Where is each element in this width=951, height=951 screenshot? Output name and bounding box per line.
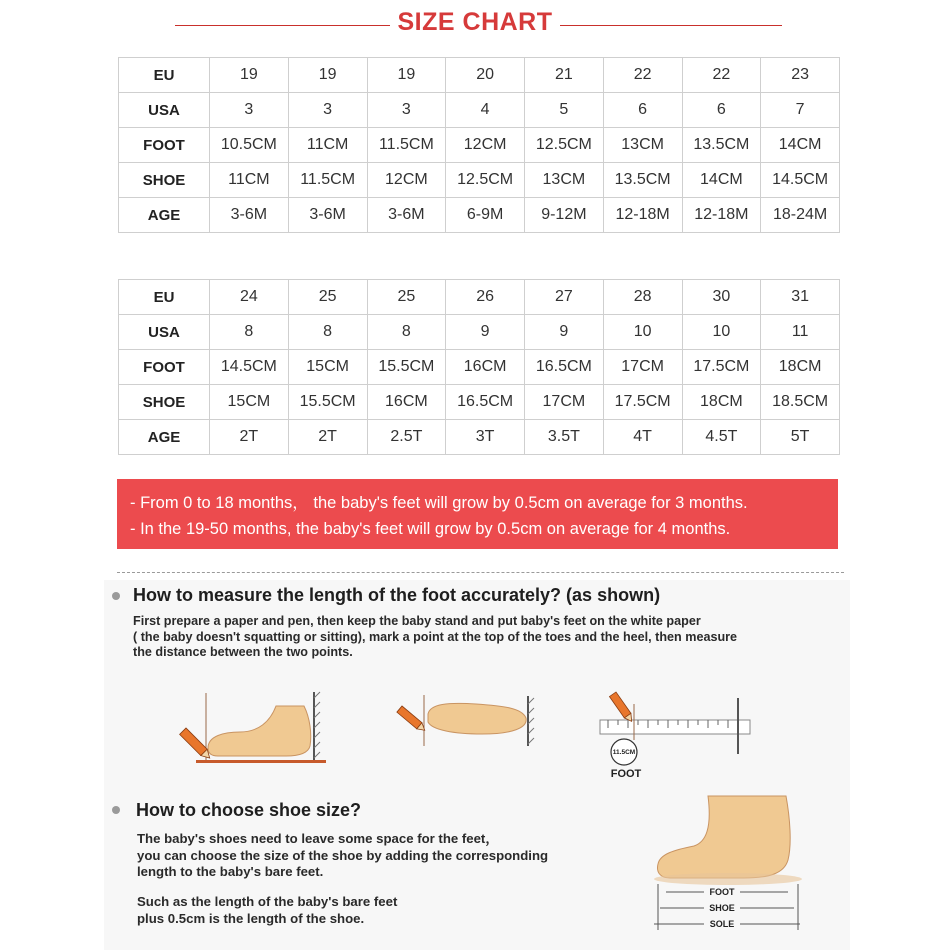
size-cell: 17.5CM [682,350,761,385]
size-cell: 25 [288,280,367,315]
size-cell: 23 [761,58,840,93]
pencil-icon [180,728,213,761]
size-cell: 24 [210,280,289,315]
row-header: SHOE [119,385,210,420]
size-cell: 3-6M [210,198,289,233]
size-cell: 3 [288,93,367,128]
size-cell: 14CM [682,163,761,198]
title-divider-right [560,25,782,26]
size-cell: 3-6M [367,198,446,233]
size-cell: 21 [525,58,604,93]
choose-example [137,894,397,927]
foot-icon [208,706,311,756]
title-divider-left [175,25,390,26]
table-row [119,93,840,128]
size-cell: 12-18M [603,198,682,233]
choose-line-1: The baby's shoes need to leave some space for the feet， [137,831,499,846]
row-header: SHOE [119,163,210,198]
diagram-label-foot: FOOT [709,887,735,897]
row-header: EU [119,280,210,315]
size-cell: 3.5T [525,420,604,455]
measure-heading: How to measure the length of the foot accurately? (as shown) [133,585,661,605]
size-cell: 15.5CM [367,350,446,385]
banner-line-1: - From 0 to 18 months， the baby's feet will grow by 0.5cm on average for 3 months. [130,494,748,512]
pencil-icon [397,706,427,733]
sole-shadow [654,873,802,885]
size-cell: 12.5CM [446,163,525,198]
size-chart-header [0,8,951,42]
size-cell: 18CM [761,350,840,385]
size-cell: 31 [761,280,840,315]
foot-icon [658,796,791,878]
size-cell: 15.5CM [288,385,367,420]
size-cell: 13.5CM [603,163,682,198]
size-cell: 25 [367,280,446,315]
size-table-1 [118,57,840,233]
size-cell: 7 [761,93,840,128]
section-divider [117,572,844,573]
size-cell: 10 [603,315,682,350]
size-cell: 9 [525,315,604,350]
pencil-icon [609,692,634,724]
size-cell: 11 [761,315,840,350]
size-cell: 12.5CM [525,128,604,163]
foot-side-illustration [178,688,338,768]
size-cell: 6 [603,93,682,128]
measure-line-3: the distance between the two points. [133,645,353,659]
size-cell: 8 [288,315,367,350]
size-cell: 10.5CM [210,128,289,163]
size-cell: 9-12M [525,198,604,233]
size-cell: 18CM [682,385,761,420]
choose-line-4: Such as the length of the baby's bare feet [137,894,398,909]
table-row [119,128,840,163]
size-cell: 4T [603,420,682,455]
measure-line-1: First prepare a paper and pen, then keep the baby stand and put baby's feet on the white paper [133,614,701,628]
foot-icon [428,703,526,734]
size-cell: 14.5CM [210,350,289,385]
foot-caption: FOOT [610,768,642,780]
size-cell: 18-24M [761,198,840,233]
size-cell: 3T [446,420,525,455]
size-cell: 12CM [367,163,446,198]
size-cell: 5 [525,93,604,128]
size-cell: 17CM [525,385,604,420]
size-cell: 12CM [446,128,525,163]
size-table-2 [118,279,840,455]
bullet-dot-icon [112,592,120,600]
size-cell: 14.5CM [761,163,840,198]
size-cell: 15CM [210,385,289,420]
size-cell: 2T [210,420,289,455]
choose-heading: How to choose shoe size? [136,800,362,820]
ruler-reading: 11.5CM [612,749,636,756]
row-header: USA [119,93,210,128]
size-cell: 5T [761,420,840,455]
size-cell: 16CM [367,385,446,420]
size-cell: 19 [210,58,289,93]
row-header: AGE [119,198,210,233]
table-row [119,198,840,233]
measure-line-2: ( the baby doesn't squatting or sitting), mark a point at the top of the toes and the heel, then measure [133,629,738,644]
size-cell: 30 [682,280,761,315]
size-cell: 10 [682,315,761,350]
row-header: AGE [119,420,210,455]
size-cell: 11CM [210,163,289,198]
banner-line-2: - In the 19-50 months, the baby's feet will grow by 0.5cm on average for 4 months. [130,520,731,538]
size-cell: 2.5T [367,420,446,455]
size-cell: 13.5CM [682,128,761,163]
shoe-size-diagram [648,788,828,938]
table-row [119,385,840,420]
choose-line-2: you can choose the size of the shoe by adding the corresponding [137,847,549,863]
diagram-label-sole: SOLE [709,919,735,929]
measure-instructions [133,614,737,661]
size-cell: 26 [446,280,525,315]
table-row [119,315,840,350]
choose-line-5: plus 0.5cm is the length of the shoe. [137,910,365,926]
size-cell: 3 [210,93,289,128]
size-cell: 9 [446,315,525,350]
size-cell: 18.5CM [761,385,840,420]
size-cell: 11CM [288,128,367,163]
size-cell: 28 [603,280,682,315]
table-row [119,58,840,93]
row-header: EU [119,58,210,93]
size-cell: 17CM [603,350,682,385]
size-cell: 3 [367,93,446,128]
size-cell: 16CM [446,350,525,385]
row-header: FOOT [119,350,210,385]
size-cell: 6-9M [446,198,525,233]
size-cell: 16.5CM [525,350,604,385]
size-cell: 22 [682,58,761,93]
size-cell: 17.5CM [603,385,682,420]
table-row [119,350,840,385]
table-row [119,280,840,315]
size-cell: 2T [288,420,367,455]
diagram-label-shoe: SHOE [709,903,735,913]
floor-line [196,760,326,763]
size-cell: 16.5CM [446,385,525,420]
size-cell: 4 [446,93,525,128]
size-cell: 20 [446,58,525,93]
size-cell: 4.5T [682,420,761,455]
size-cell: 19 [288,58,367,93]
row-header: USA [119,315,210,350]
size-cell: 8 [210,315,289,350]
table-row [119,420,840,455]
size-cell: 13CM [525,163,604,198]
size-cell: 15CM [288,350,367,385]
size-cell: 14CM [761,128,840,163]
size-cell: 11.5CM [288,163,367,198]
size-cell: 8 [367,315,446,350]
bullet-dot-icon [112,806,120,814]
row-header: FOOT [119,128,210,163]
foot-top-illustration [396,690,546,750]
size-cell: 11.5CM [367,128,446,163]
choose-line-3: length to the baby's bare feet. [137,864,324,879]
size-cell: 12-18M [682,198,761,233]
size-cell: 19 [367,58,446,93]
size-cell: 3-6M [288,198,367,233]
size-cell: 6 [682,93,761,128]
choose-instructions [137,831,548,881]
growth-info-banner [117,479,838,549]
size-cell: 13CM [603,128,682,163]
page-title: SIZE CHART [397,8,553,36]
table-row [119,163,840,198]
size-cell: 22 [603,58,682,93]
size-cell: 27 [525,280,604,315]
ruler-illustration [594,690,758,786]
